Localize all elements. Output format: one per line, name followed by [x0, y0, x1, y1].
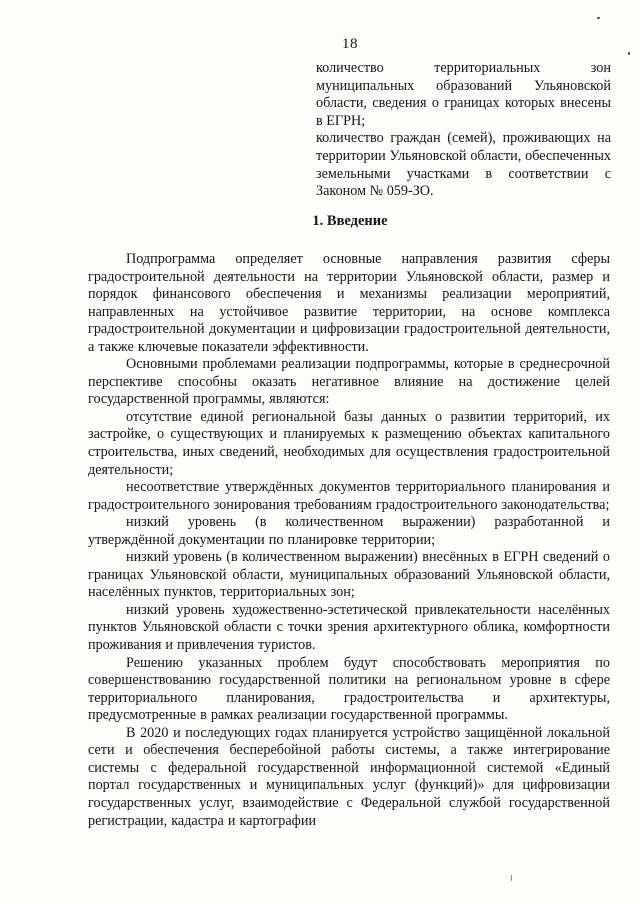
indicator-item: количество граждан (семей), проживающих на территории Ульяновской области, обеспеченных земельными участками в соответствии с Законом № 059-ЗО.	[316, 130, 611, 200]
scan-speck	[628, 52, 630, 55]
indicator-item: количество территориальных зон муниципальных образований Ульяновской области, сведения о границах которых внесены в ЕГРН;	[316, 60, 611, 129]
body-paragraph: отсутствие единой региональной базы данных о развитии территорий, их застройке, о существующих и планируемых к размещению объектах капитального строительства, иных сведений, необходимых для осуществления градостроительной деятельности;	[88, 408, 610, 478]
body-paragraph: Решению указанных проблем будут способствовать мероприятия по совершенствованию государственной политики на региональном уровне в сфере территориального планирования, градостроительства и архитектуры, предусмотренные в рамках реализации государственной программы.	[88, 654, 610, 724]
section-title: 1. Введение	[312, 213, 388, 229]
page-number: 18	[342, 36, 358, 52]
body-text	[88, 251, 610, 830]
scan-speck	[597, 17, 600, 19]
body-paragraph: В 2020 и последующих годах планируется устройство защищённой локальной сети и обеспечения бесперебойной работы системы, а также интегрирование системы с федеральной государственной информационной системой «Единый портал государственных и муниципальных услуг (функций)» для цифровизации государственных услуг, взаимодействие с Федеральной службой государственной регистрации, кадастра и картографии	[88, 724, 610, 829]
body-paragraph: несоответствие утверждённых документов территориального планирования и градостроительного зонирования требованиям градостроительного законодательства;	[88, 479, 610, 513]
body-paragraph: низкий уровень (в количественном выражении) внесённых в ЕГРН сведений о границах Ульяновской области, муниципальных образований Ульяновской области, населённых пунктов, территориальных зон;	[88, 549, 610, 601]
scan-speck	[511, 875, 512, 881]
body-paragraph: низкий уровень художественно-эстетической привлекательности населённых пунктов Ульяновской области с точки зрения архитектурного облика, комфортности проживания и привлечения туристов.	[88, 601, 610, 654]
body-paragraph: Подпрограмма определяет основные направления развития сферы градостроительной деятельности на территории Ульяновской области, размер и порядок финансового обеспечения и механизмы реализации мероприятий, направленных на устойчивое развитие территории, на основе комплекса градостроительной документации и цифровизации градостроительной деятельности, а также ключевые показатели эффективности.	[88, 251, 610, 355]
indicator-list	[316, 60, 611, 201]
body-paragraph: Основными проблемами реализации подпрограммы, которые в среднесрочной перспективе способны оказать негативное влияние на достижение целей государственной программы, являются:	[88, 356, 610, 408]
body-paragraph: низкий уровень (в количественном выражении) разработанной и утверждённой документации по планировке территории;	[88, 514, 610, 548]
